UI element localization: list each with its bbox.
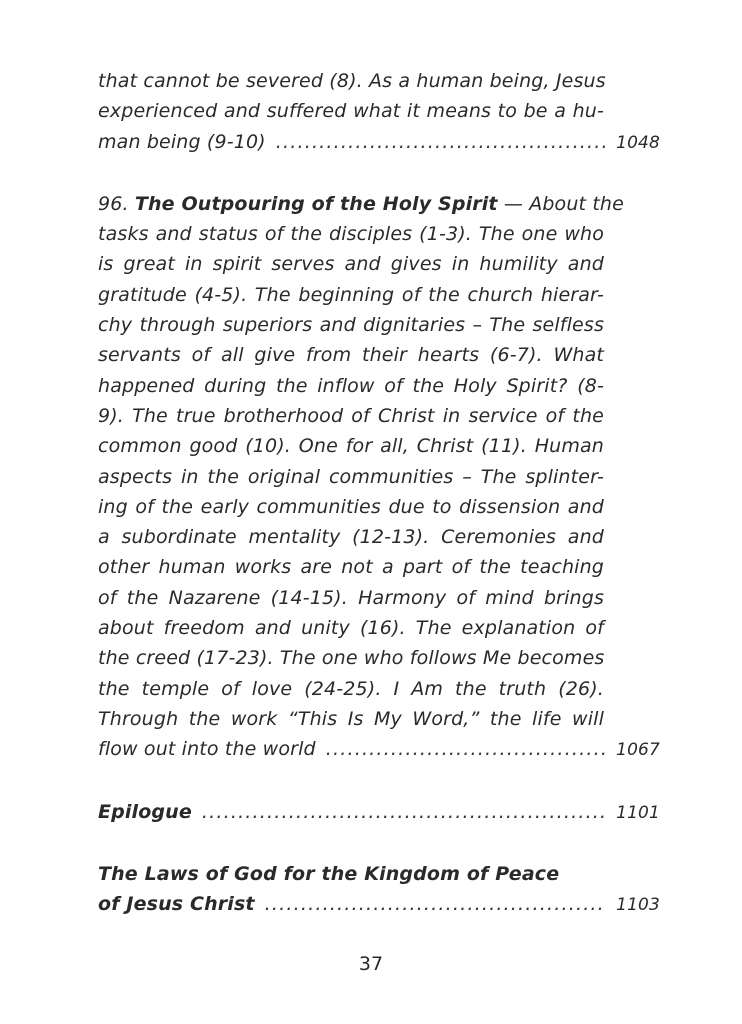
entry-line: happened during the inflow of the Holy Spirit? (8- <box>98 374 604 397</box>
toc-leader-line[interactable] <box>98 734 660 765</box>
table-of-contents-page <box>98 66 660 920</box>
entry-line: the creed (17-23). The one who follows Me becomes <box>98 647 605 670</box>
entry-line: that cannot be severed (8). As a human being, Jesus <box>98 70 606 92</box>
entry-line: about freedom and unity (16). The explanation of <box>98 617 604 640</box>
entry-line: servants of all give from their hearts (6-7). What <box>98 344 604 367</box>
section-title[interactable]: The Laws of God for the Kingdom of Peace <box>98 862 560 885</box>
dot-leader <box>202 797 606 827</box>
chapter-number: 96. <box>98 192 129 215</box>
dot-leader <box>276 127 606 157</box>
toc-entry-96 <box>98 189 660 766</box>
toc-leader-line[interactable] <box>98 127 660 158</box>
entry-description <box>98 189 624 734</box>
entry-line: gratitude (4-5). The beginning of the church hierar- <box>98 283 604 306</box>
entry-line: flow out into the world <box>98 738 316 761</box>
page-reference: 1103 <box>616 895 660 916</box>
toc-leader-line[interactable] <box>98 889 660 920</box>
entry-line: tasks and status of the disciples (1-3). The one who <box>98 223 604 246</box>
section-title: of Jesus Christ <box>98 893 255 916</box>
dot-leader <box>326 734 606 764</box>
page-reference: 1048 <box>616 132 660 153</box>
entry-line: aspects in the original communities – The splinter- <box>98 465 604 488</box>
entry-line: the temple of love (24-25). I Am the truth (26). <box>98 677 604 700</box>
entry-heading-line[interactable] <box>98 189 624 219</box>
entry-line: chy through superiors and dignitaries – The selfless <box>98 314 604 337</box>
entry-line: experienced and suffered what it means to be a hu- <box>98 100 604 123</box>
entry-line: man being (9-10) <box>98 130 266 153</box>
entry-description <box>98 66 604 127</box>
entry-line: of the Nazarene (14-15). Harmony of mind brings <box>98 586 604 609</box>
entry-line: a subordinate mentality (12-13). Ceremonies and <box>98 526 604 549</box>
entry-line: common good (10). One for all, Christ (11). Human <box>98 435 604 458</box>
entry-line: ing of the early communities due to dissension and <box>98 495 604 518</box>
toc-entry-laws-of-god <box>98 859 660 921</box>
dot-leader <box>265 889 606 919</box>
toc-entry-epilogue <box>98 797 660 828</box>
section-title: Epilogue <box>98 800 192 823</box>
page-number: 37 <box>358 953 384 975</box>
page-reference: 1067 <box>616 740 660 761</box>
entry-line: — About the <box>503 192 624 215</box>
entry-line: other human works are not a part of the teaching <box>98 556 604 579</box>
toc-entry-95-continued <box>98 66 660 158</box>
entry-line: is great in spirit serves and gives in humility and <box>98 253 604 276</box>
chapter-title: The Outpouring of the Holy Spirit <box>134 192 498 215</box>
entry-line: Through the work “This Is My Word,” the life will <box>98 707 604 730</box>
entry-line: 9). The true brotherhood of Christ in service of the <box>98 404 604 427</box>
page-reference: 1101 <box>616 802 660 823</box>
toc-leader-line[interactable] <box>98 797 660 828</box>
